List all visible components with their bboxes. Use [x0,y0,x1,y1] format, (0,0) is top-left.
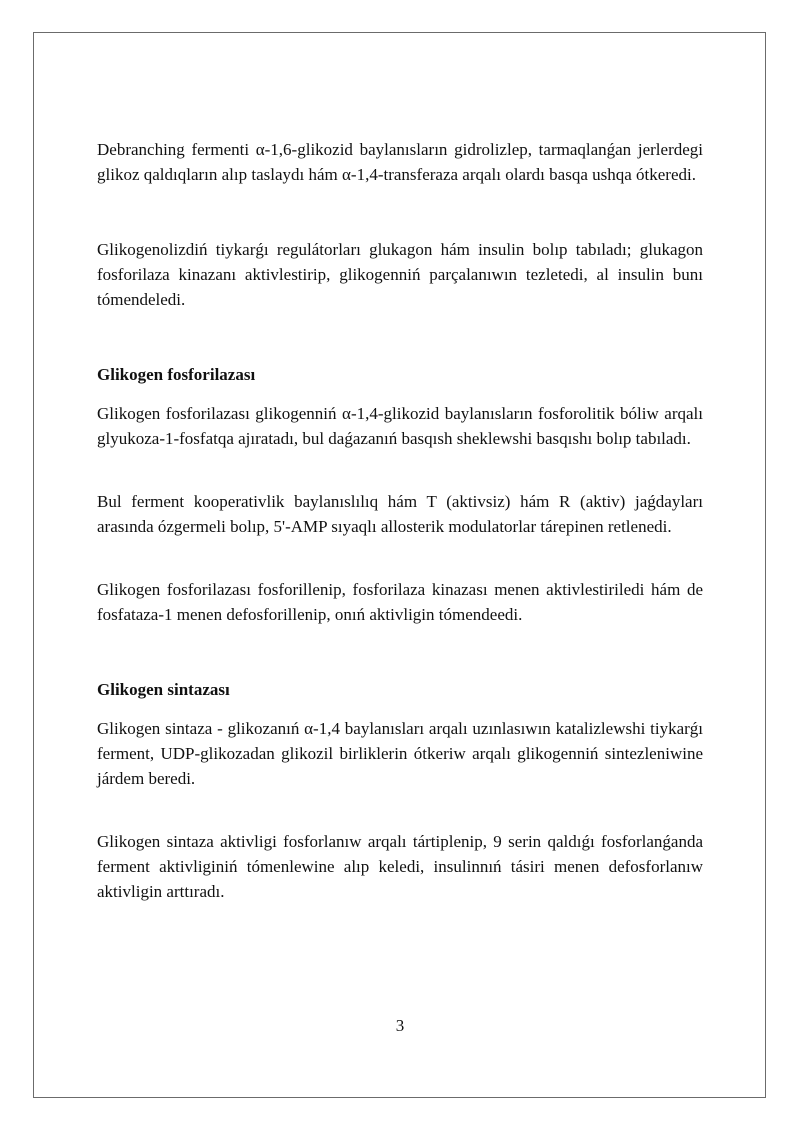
heading-glycogen-synthase: Glikogen sintazası [97,680,230,699]
paragraph-debranching: Debranching fermenti α-1,6-glikozid baylanısların gidrolizlep, tarmaqlanǵan jerlerdegi glikoz qaldıqların alıp taslaydı hám α-1,4-transferaza arqalı olardı basqa ushqa ótkeredi. [97,140,703,184]
paragraph-glycogenolysis-regulators: Glikogenolizdiń tiykarǵı regulátorları glukagon hám insulin bolıp tabıladı; glukagon fosforilaza kinazanı aktivlestirip, glikogenniń parçalanıwın tezletedi, al insulin bunı tómendeledi. [97,240,703,309]
paragraph-phosphorylase-function: Glikogen fosforilazası glikogenniń α-1,4-glikozid baylanısların fosforolitik bóliw arqalı glyukoza-1-fosfatqa ajıratadı, bul daǵazanıń basqısh sheklewshi basqıshı bolıp tabıladı. [97,404,703,448]
paragraph-synthase-function: Glikogen sintaza - glikozanıń α-1,4 baylanısları arqalı uzınlasıwın katalizlewshi tiykarǵı ferment, UDP-glikozadan glikozil birliklerin ótkeriw arqalı glikogenniń sintezleniwine járdem beredi. [97,719,703,788]
paragraph-phosphorylase-regulation: Glikogen fosforilazası fosforillenip, fosforilaza kinazası menen aktivlestiriledi hám de fosfataza-1 menen defosforillenip, onıń aktivligin tómendeedi. [97,580,703,624]
page-body [97,137,703,904]
page-number: 3 [395,1016,405,1035]
heading-glycogen-phosphorylase: Glikogen fosforilazası [97,365,256,384]
paragraph-phosphorylase-allosteric: Bul ferment kooperativlik baylanıslılıq hám T (aktivsiz) hám R (aktiv) jaǵdayları arasında ózgermeli bolıp, 5'-AMP sıyaqlı allosterik modulatorlar tárepinen retlenedi. [97,492,703,536]
paragraph-synthase-regulation: Glikogen sintaza aktivligi fosforlanıw arqalı tártiplenip, 9 serin qaldıǵı fosforlanǵanda ferment aktivliginiń tómenlewine alıp keledi, insulinnıń tásiri menen defosforlanıw aktivligin arttıradı. [97,832,703,901]
